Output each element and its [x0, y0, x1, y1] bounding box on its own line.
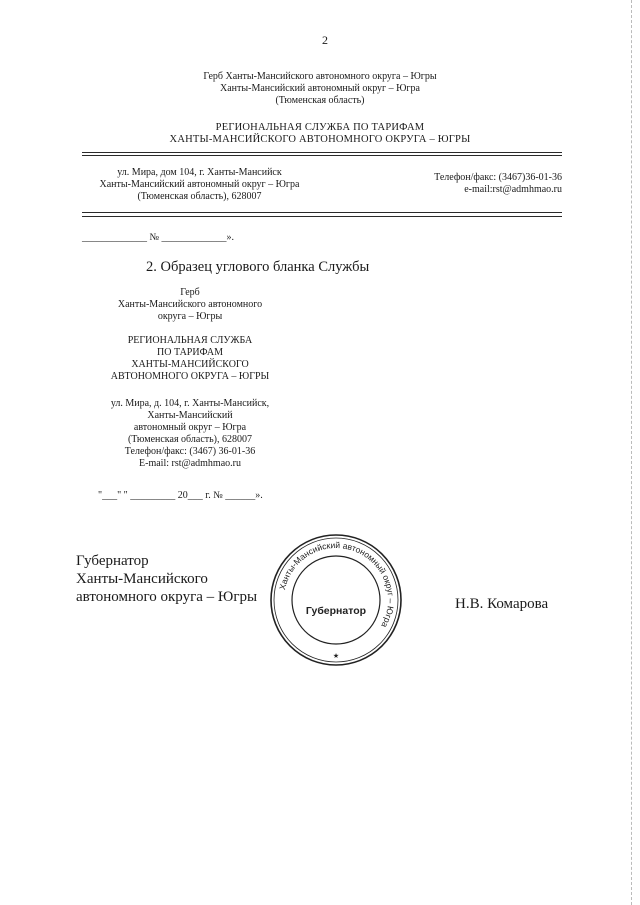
contact-phone: Телефон/факс: (3467)36-01-36 — [434, 172, 562, 183]
coat-line: Ханты-Мансийский автономный округ – Югра — [220, 83, 420, 94]
contact-email: e-mail:rst@admhmao.ru — [464, 184, 562, 195]
org-line: РЕГИОНАЛЬНАЯ СЛУЖБА ПО ТАРИФАМ — [215, 122, 425, 133]
corner-address-line: Телефон/факс: (3467) 36-01-36 — [124, 446, 256, 457]
corner-address-line: (Тюменская область), 628007 — [127, 434, 253, 445]
corner-date-field: "___" " _________ 20___ г. № ______». — [98, 490, 263, 501]
corner-org-line: РЕГИОНАЛЬНАЯ СЛУЖБА — [127, 335, 253, 346]
header-contacts — [395, 172, 562, 196]
corner-address-line: ул. Мира, д. 104, г. Ханты-Мансийск, — [110, 398, 270, 409]
corner-address-line: E-mail: rst@admhmao.ru — [139, 458, 241, 469]
header-rule-bottom — [82, 212, 562, 213]
seal-ring-textpath: Ханты-Мансийский автономный округ – Югра — [277, 539, 397, 630]
signatory-title-line: Ханты-Мансийского — [76, 571, 208, 587]
signatory-title-line: автономного округа – Югры — [76, 589, 258, 605]
date-number-field: _____________ № _____________». — [82, 232, 235, 243]
header-address — [82, 167, 317, 203]
signatory-title — [76, 552, 257, 606]
corner-org-name — [95, 335, 285, 383]
organization-name — [120, 122, 520, 146]
header-rule-top-thin — [82, 155, 562, 156]
section-title: 2. Образец углового бланка Службы — [146, 259, 370, 275]
scan-edge-line — [631, 0, 633, 905]
seal-outer-ring — [271, 535, 401, 665]
official-seal — [268, 532, 404, 668]
seal-center-text: Губернатор — [305, 605, 367, 617]
coat-of-arms-caption — [120, 71, 520, 107]
coat-line: Герб Ханты-Мансийского автономного округа – Югры — [203, 71, 437, 82]
address-line: (Тюменская область), 628007 — [137, 191, 262, 202]
corner-org-line: ПО ТАРИФАМ — [157, 347, 223, 358]
corner-coat-line: округа – Югры — [157, 311, 223, 322]
address-line: ул. Мира, дом 104, г. Ханты-Мансийск — [117, 167, 282, 178]
corner-address-line: автономный округ – Югра — [133, 422, 247, 433]
org-line: ХАНТЫ-МАНСИЙСКОГО АВТОНОМНОГО ОКРУГА – ЮГРЫ — [169, 134, 471, 145]
address-line: Ханты-Мансийский автономный округ – Югра — [99, 179, 300, 190]
coat-line: (Тюменская область) — [275, 95, 365, 106]
corner-org-line: ХАНТЫ-МАНСИЙСКОГО — [131, 359, 249, 370]
corner-coat-line: Герб — [180, 287, 200, 298]
header-rule-bottom-thin — [82, 216, 562, 217]
seal-star-glyph: ★ — [332, 653, 340, 660]
corner-address — [95, 398, 285, 470]
corner-coat-caption — [95, 287, 285, 323]
page-number: 2 — [322, 33, 328, 47]
corner-address-line: Ханты-Мансийский — [147, 410, 233, 421]
corner-coat-line: Ханты-Мансийского автономного — [117, 299, 263, 310]
header-rule-top — [82, 152, 562, 153]
seal-inner-ring — [292, 556, 380, 644]
corner-org-line: АВТОНОМНОГО ОКРУГА – ЮГРЫ — [110, 371, 270, 382]
seal-graphic — [268, 532, 404, 668]
signatory-title-line: Губернатор — [76, 553, 149, 569]
signatory-name: Н.В. Комарова — [455, 596, 549, 612]
